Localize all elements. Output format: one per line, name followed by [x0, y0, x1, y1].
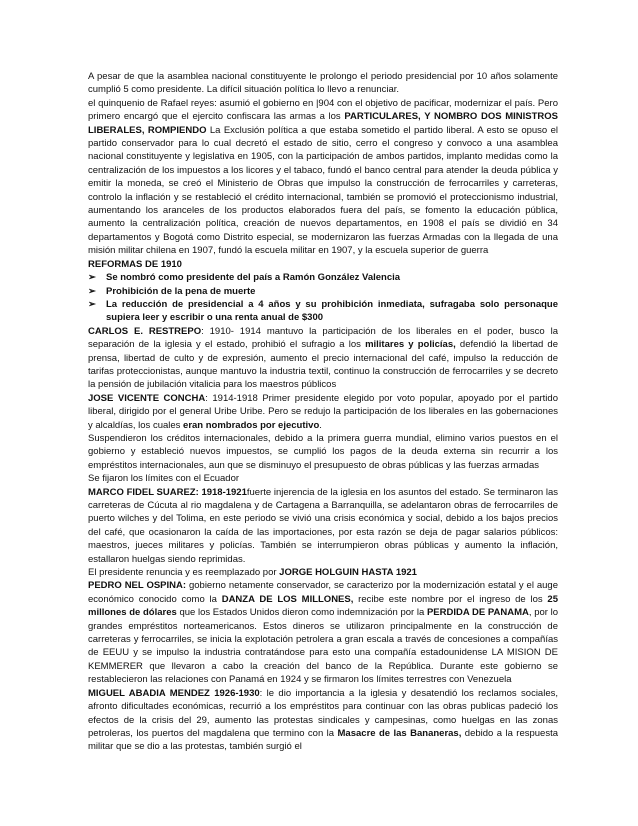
arrow-bullet-icon: ➢	[88, 272, 96, 284]
holguin-name: JORGE HOLGUIN HASTA 1921	[279, 567, 417, 579]
ospina-text-4: , por lo grandes empréstitos norteamericanos. Estos dineros se utilizaron principalmente en la construcción de carreteras y ferrocarriles, se inicia la explotación petrolera a gran escala a través de concesiones a compañías de EEUU y se impulso la industria contratándose para esto una compañía estadounidense LA MISION DE KEMMERER que llevaron a cabo la creación del banco de la República. Durante este gobierno se restablecieron las relaciones con Panamá en 1924 y se firmaron los límites terrestres con Venezuela	[88, 607, 559, 686]
ospina-bold-1: DANZA DE LOS MILLONES,	[221, 593, 354, 605]
paragraph-limits: Se fijaron los límites con el Ecuador	[88, 473, 240, 485]
suarez-name: MARCO FIDEL SUAREZ: 1918-1921	[88, 486, 247, 498]
document-page	[88, 70, 558, 754]
reyes-text-1: el quinquenio de Rafael reyes: asumió el gobierno en |904 con el objetivo de pacificar, modernizar el país. Pero primero encargó que el ejercito confiscara las armas a los	[88, 97, 558, 123]
ospina-text-2: recibe este nombre por el ingreso de los	[353, 593, 548, 605]
paragraph-ospina	[88, 579, 558, 686]
arrow-bullet-icon: ➢	[88, 285, 96, 297]
paragraph-abadia	[88, 687, 558, 754]
paragraph-resign	[88, 566, 558, 579]
abadia-bold: Masacre de las Bananeras,	[337, 727, 462, 739]
ospina-bold-2: 25 millones de dólares	[88, 593, 558, 619]
suarez-text: fuerte injerencia de la iglesia en los asuntos del estado. Se terminaron las carreteras de Cúcuta al rio magdalena y de Cartagena a Barranquilla, se adelantaron obras de ferrocarriles de puerto wilches y del Tolima, en este periodo se vivió una crisis económica y social, debido a los bajos precios del café, que ocasionaron la caída de las importaciones, por esta razón se deja de pagar salarios públicos: maestros, jueces militares y policías. También se interrumpieron obras públicas y aumento la inflación, estallaron huelgas siendo reprimidas.	[88, 486, 558, 565]
paragraph-rafael-reyes	[88, 97, 558, 258]
restrepo-text-2: defendió la libertad de prensa, libertad de culto y de expresión, aumento el precio internacional del café, impulso la reducción de tarifas proteccionistas, aunque mantuvo la industria textil, continuo la construcción de ferrocarriles y se decreto la pensión de jubilación vitalicia para los maestros públicos	[88, 339, 558, 391]
paragraph-intro: A pesar de que la asamblea nacional constituyente le prolongo el periodo presidencial por 10 años solamente cumplió 5 como presidente. La difícil situación política lo llevo a renunciar.	[88, 71, 558, 96]
restrepo-bold: militares y policías,	[365, 339, 456, 351]
paragraph-suspendieron: Suspendieron los créditos internacionales, debido a la primera guerra mundial, elimino varios puestos en el gobierno y estableció nuevos impuestos, se cumplió los pagos de la deuda externa sin recurrir a los empréstitos internacionales, aun que se disminuyo el presupuesto de obras públicas y las fuerzas armadas	[88, 432, 558, 471]
paragraph-suarez	[88, 486, 558, 566]
abadia-name: MIGUEL ABADIA MENDEZ 1926-1930	[88, 687, 260, 699]
bullet-text: Prohibición de la pena de muerte	[106, 285, 256, 297]
resign-text: El presidente renuncia y es reemplazado por	[88, 567, 280, 579]
ospina-text-1: gobierno netamente conservador, se caracterizo por la modernización estatal y el auge económico conocido como la	[88, 580, 558, 605]
ospina-name: PEDRO NEL OSPINA:	[88, 580, 187, 592]
bullet-item	[88, 271, 558, 284]
arrow-bullet-icon: ➢	[88, 298, 96, 310]
bullet-item	[88, 285, 558, 298]
reyes-bold: PARTICULARES, Y NOMBRO DOS MINISTROS LIBERALES, ROMPIENDO	[88, 111, 558, 136]
ospina-text-3: que los Estados Unidos dieron como indemnización por la	[176, 607, 427, 619]
concha-text-1: : 1914-1918 Primer presidente elegido por voto popular, apoyado por el partido liberal, dirigido por el general Uribe Uribe. Pero se redujo la participación de los liberales en las gobernaciones y alcaldías, los cuales	[88, 392, 558, 431]
bullet-item	[88, 298, 558, 325]
reformas-heading	[88, 258, 558, 271]
ospina-bold-3: PERDIDA DE PANAMA	[426, 607, 529, 619]
restrepo-text-1: : 1910- 1914 mantuvo la participación de los liberales en el poder, busco la separación de la iglesia y el estado, prohibió el sufragio a los	[88, 325, 558, 351]
bullet-text: Se nombró como presidente del país a Ramón González Valencia	[106, 272, 401, 284]
abadia-text-1: : le dio importancia a la iglesia y desatendió los reclamos sociales, afronto dificultades económicas, recurrió a los empréstitos para continuar con las obras publicas padeció los efectos de la crisis del 29, aumento las protestas sindicales y campesinas, como huelgas en las zonas petroleras, los puertos del magdalena que termino con la	[88, 687, 558, 739]
reyes-text-2: La Exclusión política a que estaba sometido el partido liberal. A esto se opuso el partido conservador para lo cual decretó el estado de sitio, cerro el congreso y convoco a una asamblea nacional constituyente y legislativa en 1905, con la participación de ambos partidos, implanto medidas como la centralización de los impuestos a los licores y el tabaco, fundó el banco central para atender la deuda pública y emitir la moneda, se creó el Ministerio de Obras que impulso la construcción de ferrocarriles y carreteras, controlo la inflación y se restableció el crédito internacional, también se promovió el proteccionismo industrial, aumentando los aranceles de los productos elaborados fuera del país, se fomento la educación pública, aumento la centralización política, creación de nuevos departamentos, en 1908 el país se dividió en 34 departamentos y Bogotá como Distrito especial, se modernizaron las fuerzas Armadas con la llegada de una misión militar chilena en 1907, fundó la escuela militar en 1907, y la escuela superior de guerra	[88, 124, 558, 257]
restrepo-name: CARLOS E. RESTREPO	[88, 325, 202, 337]
bullet-text: La reducción de presidencial a 4 años y su prohibición inmediata, sufragaba solo personaque supiera leer y escribir o una renta anual de $300	[106, 298, 558, 324]
concha-text-2: .	[319, 419, 322, 431]
abadia-text-2: debido a la respuesta militar que se dio a las protestas, también surgió el	[88, 727, 559, 753]
paragraph-restrepo	[88, 325, 558, 392]
paragraph-concha	[88, 392, 558, 432]
reformas-title: REFORMAS DE 1910	[88, 258, 182, 270]
concha-name: JOSE VICENTE CONCHA	[88, 392, 206, 404]
concha-bold: eran nombrados por ejecutivo	[183, 419, 320, 431]
